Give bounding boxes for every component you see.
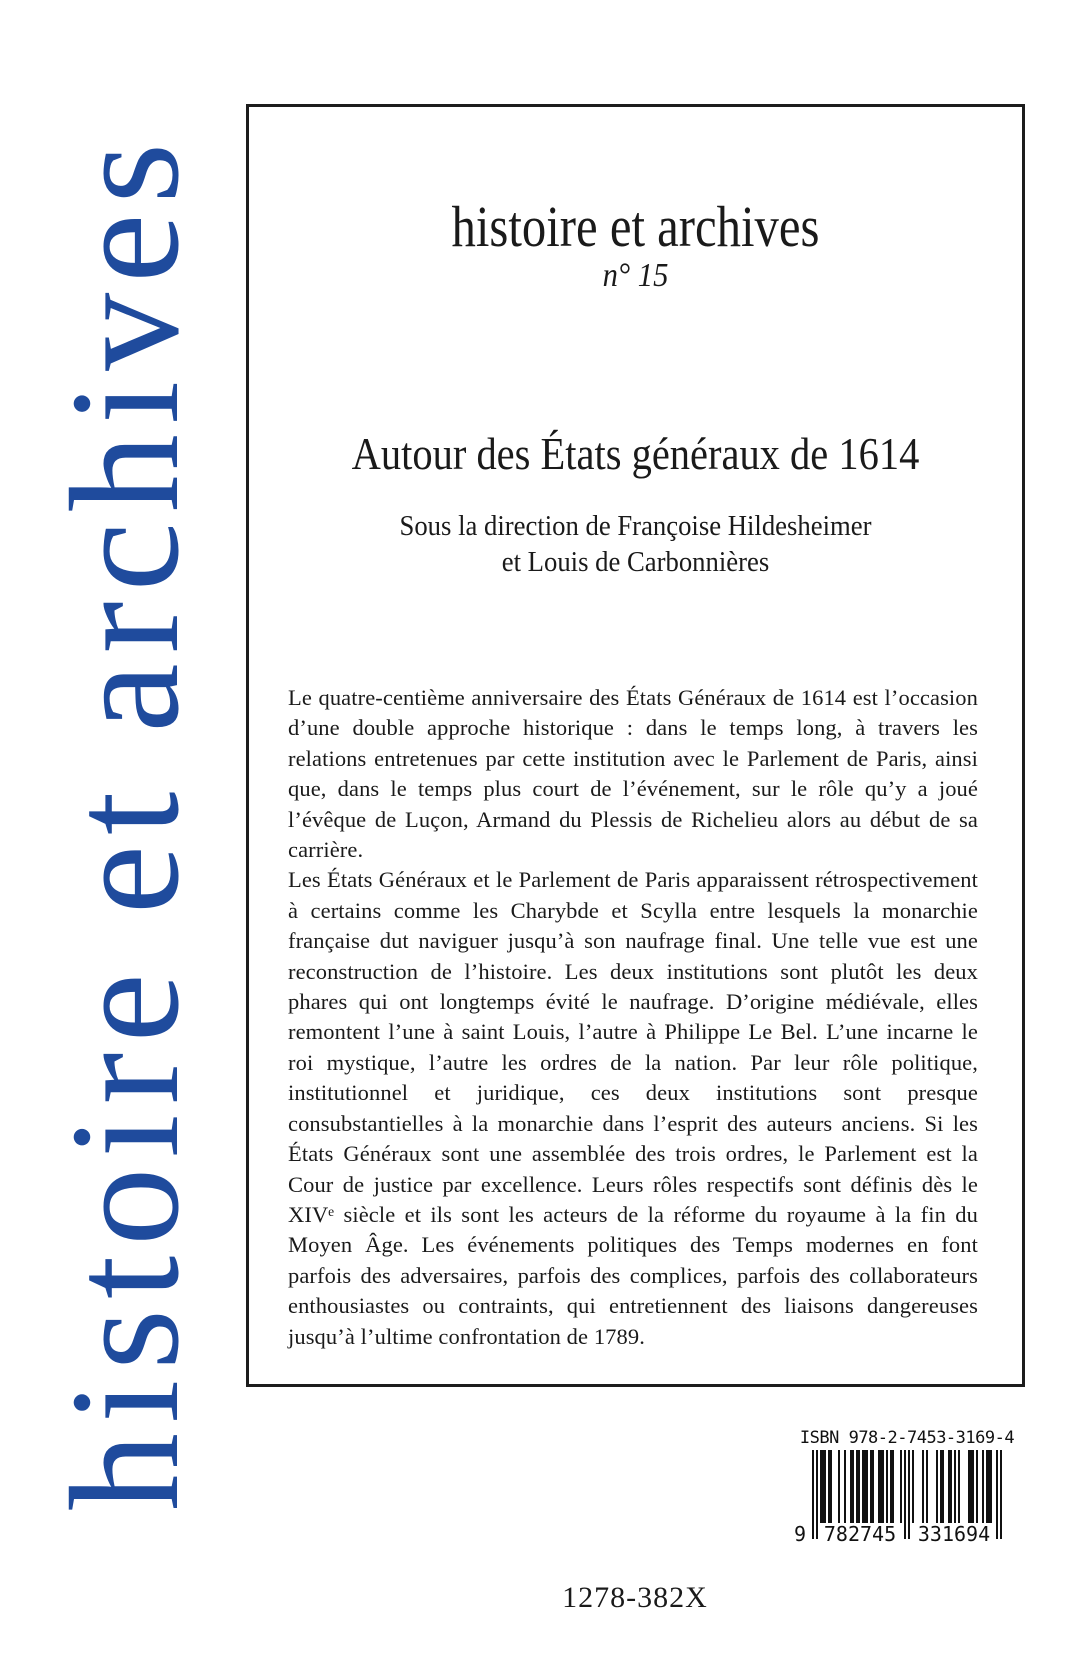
barcode-bar bbox=[886, 1450, 888, 1523]
editors-line-2: et Louis de Carbonnières bbox=[501, 546, 770, 578]
summary-box bbox=[246, 104, 1025, 1387]
barcode-bar bbox=[862, 1450, 864, 1523]
barcode-bar bbox=[976, 1450, 978, 1523]
journal-title: histoire et archives bbox=[451, 194, 820, 259]
ean13-barcode bbox=[788, 1450, 1008, 1546]
barcode-bar bbox=[912, 1450, 914, 1523]
volume-title: Autour des États généraux de 1614 bbox=[351, 428, 920, 479]
barcode-digits-left: 782745 bbox=[823, 1522, 897, 1546]
abstract-text bbox=[288, 683, 978, 1352]
barcode-bar bbox=[990, 1450, 992, 1523]
barcode-bar bbox=[872, 1450, 874, 1523]
barcode-bar bbox=[850, 1450, 852, 1523]
barcode-bar bbox=[968, 1450, 970, 1523]
barcode-bar bbox=[890, 1450, 892, 1523]
barcode-bar bbox=[880, 1450, 882, 1523]
barcode-bar bbox=[838, 1450, 840, 1523]
barcode-bar bbox=[908, 1450, 910, 1539]
barcode-bar bbox=[844, 1450, 846, 1523]
barcode-bar bbox=[900, 1450, 902, 1523]
barcode-bar bbox=[922, 1450, 924, 1523]
barcode-bar bbox=[986, 1450, 988, 1523]
barcode-bar bbox=[942, 1450, 944, 1523]
barcode-bar bbox=[982, 1450, 984, 1523]
barcode-bar bbox=[1000, 1450, 1002, 1539]
abstract-paragraph-2: Les États Généraux et le Parlement de Paris apparaissent rétrospectivement à certains comme les Charybde et Scylla entre lesquels la monarchie française dut naviguer jusqu’à son naufrage final. Une telle vue est une reconstruction de l’histoire. Les deux institutions sont plutôt les deux phares qui ont longtemps évité le naufrage. D’origine médiévale, elles remontent l’une à saint Louis, l’autre à Philippe Le Bel. L’une incarne le roi mystique, l’autre les ordres de la nation. Par leur rôle politique, institutionnel et juridique, ces deux institutions sont presque consubstantielles à la monarchie dans l’esprit des auteurs anciens. Si les États Généraux sont une assemblée des trois ordres, le Parlement est la Cour de justice par excellence. Leurs rôles respectifs sont définis dès le XIVᵉ siècle et ils sont les acteurs de la réforme du royaume à la fin du Moyen Âge. Les événements politiques des Temps modernes en font parfois des adversaires, parfois des complices, parfois des collaborateurs enthousiastes ou contraints, qui entretiennent des liaisons dangereuses jusqu’à l’ultime confrontation de 1789. bbox=[288, 867, 978, 1349]
barcode-bar bbox=[988, 1450, 990, 1523]
abstract-paragraph-1: Le quatre-centième anniversaire des États Généraux de 1614 est l’occasion d’une double approche historique : dans le temps long, à travers les relations entretenues par cette institution avec le Parlement de Paris, ainsi que, dans le temps plus court de l’événement, sur le rôle qu’y a joué l’évêque de Luçon, Armand du Plessis de Richelieu alors au début de sa carrière. bbox=[288, 685, 978, 863]
barcode-bar bbox=[820, 1450, 822, 1523]
barcode-bar bbox=[864, 1450, 866, 1523]
barcode-bar bbox=[926, 1450, 928, 1523]
barcode-bar bbox=[936, 1450, 938, 1523]
editors bbox=[280, 508, 991, 580]
barcode-bar bbox=[858, 1450, 860, 1523]
barcode-bar bbox=[954, 1450, 956, 1523]
barcode-bar bbox=[882, 1450, 884, 1523]
barcode-bar bbox=[812, 1450, 814, 1539]
isbn-label: ISBN 978-2-7453-3169-4 bbox=[799, 1428, 1015, 1448]
barcode-digit-first: 9 bbox=[793, 1522, 807, 1546]
barcode-bar bbox=[878, 1450, 880, 1523]
barcode-bar bbox=[856, 1450, 858, 1523]
spine-journal-title: histoire et archives bbox=[38, 132, 211, 1512]
editors-line-1: Sous la direction de Françoise Hildesheimer bbox=[399, 510, 872, 542]
issn-number: 1278-382X bbox=[562, 1581, 708, 1614]
barcode-bar bbox=[940, 1450, 942, 1523]
barcode-bar bbox=[970, 1450, 972, 1523]
barcode-bar bbox=[958, 1450, 960, 1523]
barcode-bar bbox=[828, 1450, 830, 1523]
barcode-bar bbox=[866, 1450, 868, 1523]
barcode-bar bbox=[892, 1450, 894, 1523]
barcode-bar bbox=[950, 1450, 952, 1523]
barcode-bar bbox=[816, 1450, 818, 1539]
barcode-bar bbox=[948, 1450, 950, 1523]
barcode-bar bbox=[822, 1450, 824, 1523]
barcode-bar bbox=[830, 1450, 832, 1523]
barcode-bar bbox=[972, 1450, 974, 1523]
issue-number: n° 15 bbox=[602, 257, 669, 294]
barcode-bar bbox=[824, 1450, 826, 1523]
barcode-bar bbox=[904, 1450, 906, 1539]
barcode-bar bbox=[852, 1450, 854, 1523]
barcode-bar bbox=[996, 1450, 998, 1539]
barcode-bar bbox=[870, 1450, 872, 1523]
barcode-digits-right: 331694 bbox=[917, 1522, 991, 1546]
